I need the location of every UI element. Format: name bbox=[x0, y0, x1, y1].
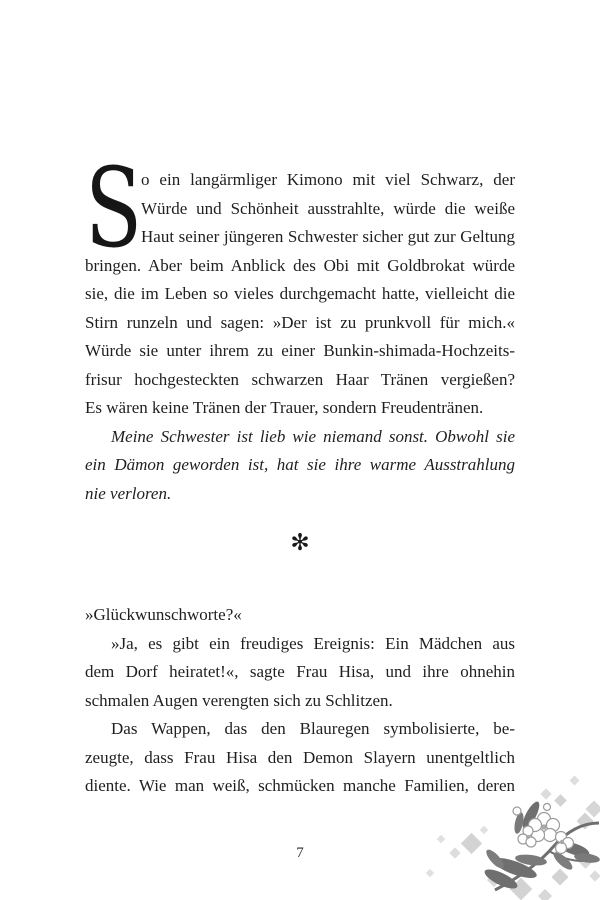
text-line: Es wären keine Tränen der Trauer, sondern Freudentränen. bbox=[85, 398, 484, 417]
text-line: frisur hochgesteckten schwarzen Haar Tränen vergießen? bbox=[85, 369, 515, 389]
branch bbox=[482, 799, 600, 892]
paragraph bbox=[85, 630, 515, 716]
section-break-ornament: ✻ bbox=[290, 530, 310, 556]
drop-cap: S bbox=[85, 144, 143, 272]
text-line: Haut seiner jüngeren Schwester sicher gut zur Geltung bbox=[141, 227, 515, 246]
paragraph bbox=[85, 144, 515, 423]
text-line: dem Dorf heiratet!«, sagte Frau Hisa, und ihre ohnehin bbox=[85, 662, 515, 681]
text-line: Stirn runzeln und sagen: »Der ist zu prunkvoll für mich.« bbox=[85, 312, 515, 332]
text-line: Das Wappen, das den Blauregen symbolisierte, be- bbox=[111, 719, 515, 738]
text-line: ein Dämon geworden ist, hat sie ihre warme Ausstrahlung bbox=[85, 455, 515, 474]
text-line: »Glückwunschworte?« bbox=[85, 605, 242, 624]
text-line: nie verloren. bbox=[85, 483, 172, 503]
text-line: bringen. Aber beim Anblick des Obi mit Goldbrokat würde bbox=[85, 255, 515, 275]
blossoms bbox=[513, 804, 574, 854]
text-line: Meine Schwester ist lieb wie niemand sonst. Obwohl sie bbox=[111, 426, 515, 446]
paragraph bbox=[85, 423, 515, 509]
paragraph bbox=[85, 601, 515, 630]
corner-floral-decoration bbox=[425, 765, 600, 900]
text-line: zeugte, dass Frau Hisa den Demon Slayern unentgeltlich bbox=[85, 747, 515, 767]
page-number: 7 bbox=[296, 845, 304, 861]
text-column bbox=[85, 144, 515, 801]
text-line: schmalen Augen verengten sich zu Schlitzen. bbox=[85, 690, 393, 710]
text-line: »Ja, es gibt ein freudiges Ereignis: Ein Mädchen aus bbox=[111, 633, 515, 653]
text-line: o ein langärmliger Kimono mit viel Schwarz, der bbox=[141, 170, 515, 189]
text-line: diente. Wie man weiß, schmücken manche Familien, deren bbox=[85, 776, 515, 795]
text-line: sie, die im Leben so vieles durchgemacht hatte, vielleicht die bbox=[85, 284, 515, 303]
text-line: Würde sie unter ihrem zu einer Bunkin-shimada-Hochzeits- bbox=[85, 341, 515, 360]
text-line: Würde und Schönheit ausstrahlte, würde die weiße bbox=[141, 198, 515, 218]
